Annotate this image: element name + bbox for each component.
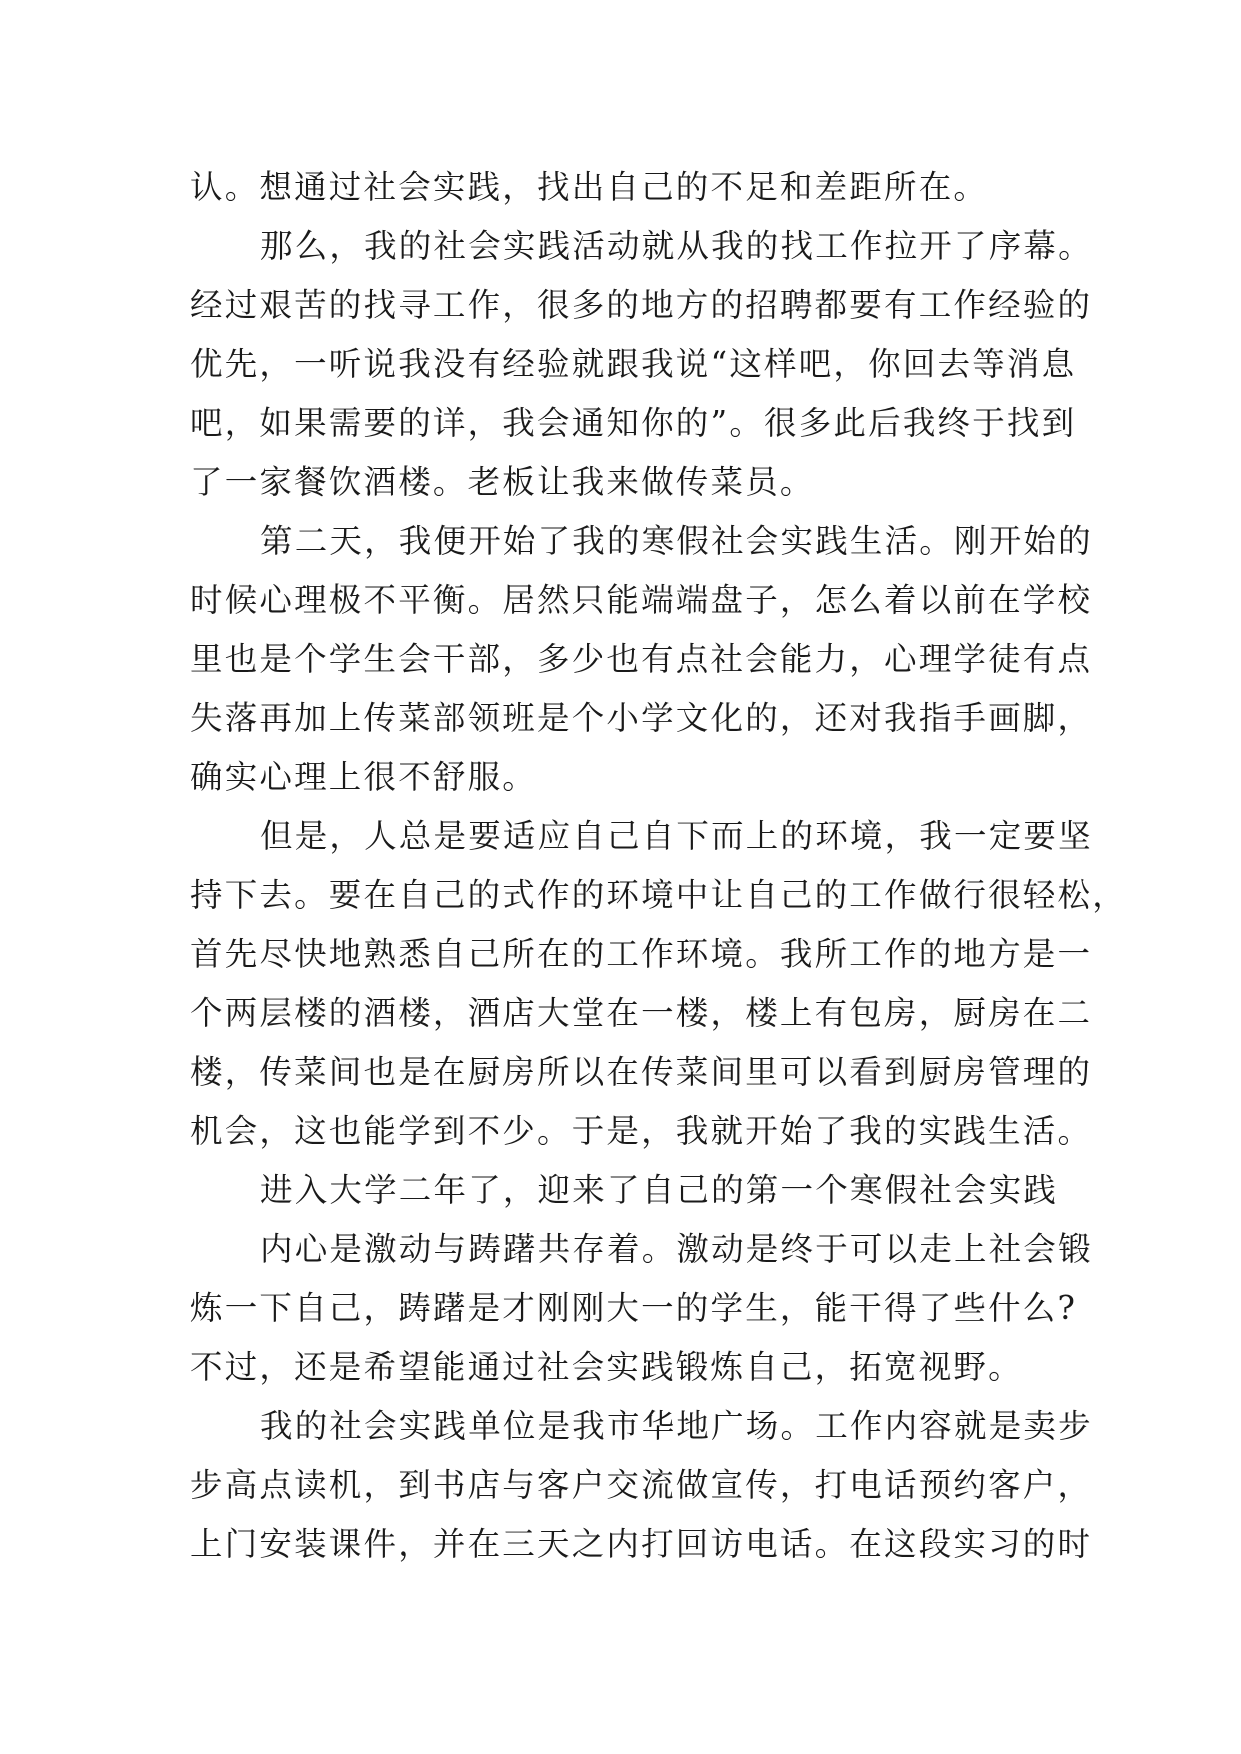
- text-line: 炼一下自己，踌躇是才刚刚大一的学生，能干得了些什么?: [190, 1289, 1078, 1327]
- text-line: 首先尽快地熟悉自己所在的工作环境。我所工作的地方是一: [190, 935, 1093, 973]
- text-line: 认。想通过社会实践，找出自己的不足和差距所在。: [190, 168, 989, 206]
- text-line: 不过，还是希望能通过社会实践锻炼自己，拓宽视野。: [190, 1348, 1023, 1386]
- text-line: 失落再加上传菜部领班是个小学文化的，还对我指手画脚，: [190, 699, 1093, 737]
- text-line: 进入大学二年了，迎来了自己的第一个寒假社会实践: [260, 1171, 1059, 1209]
- text-line: 时候心理极不平衡。居然只能端端盘子，怎么着以前在学校: [190, 581, 1093, 619]
- text-line: 确实心理上很不舒服。: [190, 758, 538, 796]
- text-line: 我的社会实践单位是我市华地广场。工作内容就是卖步: [260, 1407, 1093, 1445]
- text-line: 机会，这也能学到不少。于是，我就开始了我的实践生活。: [190, 1112, 1093, 1150]
- text-line: 了一家餐饮酒楼。老板让我来做传菜员。: [190, 463, 815, 501]
- text-line: 楼，传菜间也是在厨房所以在传菜间里可以看到厨房管理的: [190, 1053, 1093, 1091]
- text-line: 持下去。要在自己的式作的环境中让自己的工作做行很轻松，: [190, 876, 1127, 914]
- text-line: 里也是个学生会干部，多少也有点社会能力，心理学徒有点: [190, 640, 1093, 678]
- text-line: 优先，一听说我没有经验就跟我说“这样吧，你回去等消息: [190, 345, 1077, 383]
- text-line: 经过艰苦的找寻工作，很多的地方的招聘都要有工作经验的: [190, 286, 1093, 324]
- text-line: 但是，人总是要适应自己自下而上的环境，我一定要坚: [260, 817, 1093, 855]
- text-line: 步高点读机，到书店与客户交流做宣传，打电话预约客户，: [190, 1466, 1093, 1504]
- text-line: 内心是激动与踌躇共存着。激动是终于可以走上社会锻: [260, 1230, 1093, 1268]
- text-line: 个两层楼的酒楼，酒店大堂在一楼，楼上有包房，厨房在二: [190, 994, 1093, 1032]
- text-line: 第二天，我便开始了我的寒假社会实践生活。刚开始的: [260, 522, 1093, 560]
- body-text: [190, 158, 1127, 1574]
- text-line: 那么，我的社会实践活动就从我的找工作拉开了序幕。: [260, 227, 1093, 265]
- text-line: 上门安装课件，并在三天之内打回访电话。在这段实习的时: [190, 1525, 1093, 1563]
- text-line: 吧，如果需要的详，我会通知你的”。很多此后我终于找到: [190, 404, 1077, 442]
